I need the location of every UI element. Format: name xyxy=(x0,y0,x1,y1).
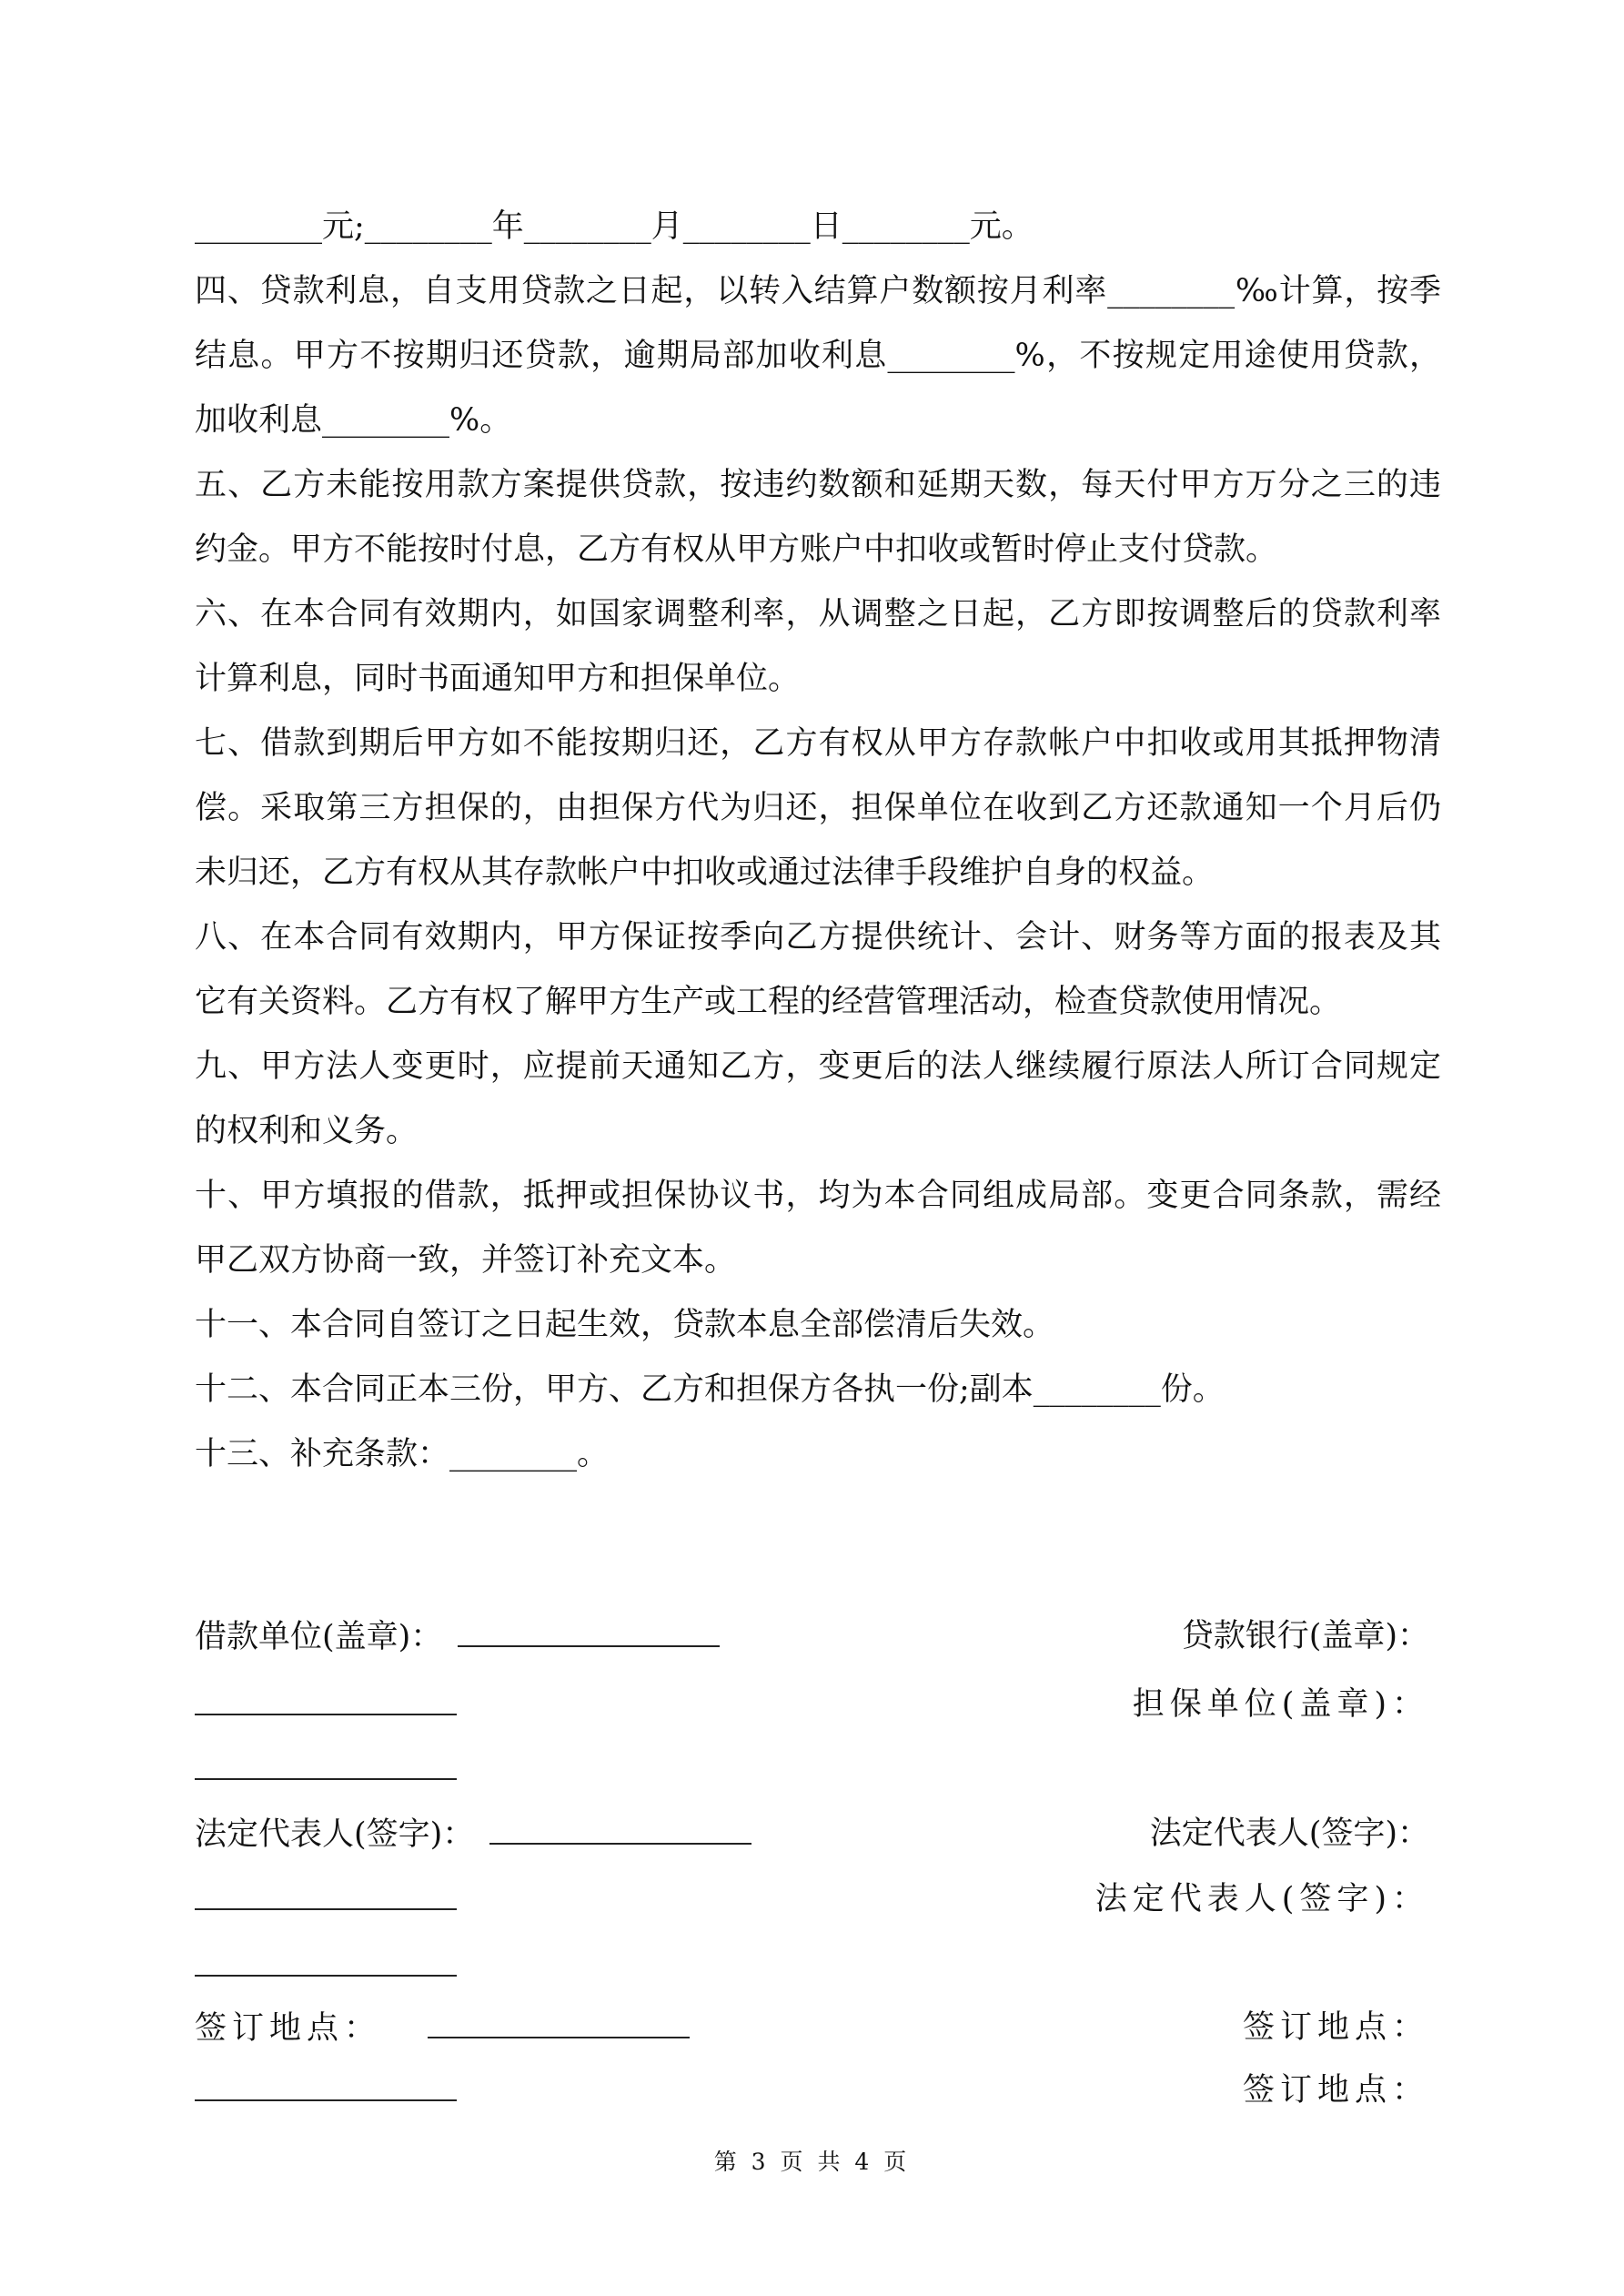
body-line: 计算利息，同时书面通知甲方和担保单位。 xyxy=(195,661,801,697)
body-line: 八、在本合同有效期内，甲方保证按季向乙方提供统计、会计、财务等方面的报表及其 xyxy=(195,919,1441,956)
legal-rep-label: 法定代表人(签字)： xyxy=(195,1816,475,1853)
page-number: 第 3 页 共 4 页 xyxy=(713,2149,911,2175)
body-line: 六、在本合同有效期内，如国家调整利率，从调整之日起，乙方即按调整后的贷款利率 xyxy=(195,596,1441,632)
body-line: 七、借款到期后甲方如不能按期归还，乙方有权从甲方存款帐户中扣收或用其抵押物清 xyxy=(195,725,1441,762)
blank-line[interactable] xyxy=(195,1686,457,1724)
body-line: 十二、本合同正本三份，甲方、乙方和担保方各执一份;副本________份。 xyxy=(195,1371,1225,1408)
legal-rep-signature-line xyxy=(195,1816,751,1853)
body-line: 十、甲方填报的借款，抵押或担保协议书，均为本合同组成局部。变更合同条款，需经 xyxy=(195,1178,1441,1214)
body-line: 五、乙方未能按用款方案提供贷款，按违约数额和延期天数，每天付甲方万分之三的违 xyxy=(195,467,1441,503)
place-blank[interactable] xyxy=(428,2009,690,2038)
body-line: 十一、本合同自签订之日起生效，贷款本息全部偿清后失效。 xyxy=(195,1307,1055,1343)
body-line: 加收利息________%。 xyxy=(195,402,512,439)
bank-label: 贷款银行(盖章)： xyxy=(1181,1618,1429,1654)
body-line: 它有关资料。乙方有权了解甲方生产或工程的经营管理活动，检查贷款使用情况。 xyxy=(195,984,1342,1020)
body-line: 的权利和义务。 xyxy=(195,1113,419,1149)
borrower-signature-line xyxy=(195,1618,720,1655)
blank-line[interactable] xyxy=(195,1947,457,1985)
body-line: 结息。甲方不按期归还贷款，逾期局部加收利息________%，不按规定用途使用贷款， xyxy=(195,338,1441,374)
blank-line[interactable] xyxy=(195,1881,457,1918)
legal-rep-blank[interactable] xyxy=(489,1816,751,1845)
body-line: ________元;________年________月________日________元。 xyxy=(195,208,1034,245)
body-line: 约金。甲方不能按时付息，乙方有权从甲方账户中扣收或暂时停止支付贷款。 xyxy=(195,531,1278,568)
borrower-blank[interactable] xyxy=(458,1618,720,1647)
guarantor-label: 担保单位(盖章)： xyxy=(1132,1686,1429,1723)
place-right-label-2: 签订地点： xyxy=(1242,2072,1429,2109)
place-right-label: 签订地点： xyxy=(1242,2009,1429,2046)
body-line: 甲乙双方协商一致，并签订补充文本。 xyxy=(195,1242,737,1279)
body-line: 四、贷款利息，自支用贷款之日起，以转入结算户数额按月利率________‰计算，按季 xyxy=(195,273,1441,309)
legal-rep-right-label: 法定代表人(签字)： xyxy=(1149,1816,1429,1852)
blank-line[interactable] xyxy=(195,2072,457,2109)
borrower-label: 借款单位(盖章)： xyxy=(195,1619,443,1655)
place-label: 签订地点： xyxy=(195,2010,382,2047)
body-line: 九、甲方法人变更时，应提前天通知乙方，变更后的法人继续履行原法人所订合同规定 xyxy=(195,1048,1441,1085)
body-line: 未归还，乙方有权从其存款帐户中扣收或通过法律手段维护自身的权益。 xyxy=(195,855,1215,891)
place-signature-line xyxy=(195,2009,690,2047)
body-line: 偿。采取第三方担保的，由担保方代为归还，担保单位在收到乙方还款通知一个月后仍 xyxy=(195,790,1441,826)
legal-rep-right-label-2: 法定代表人(签字)： xyxy=(1094,1881,1429,1917)
blank-line[interactable] xyxy=(195,1751,457,1788)
contract-body xyxy=(195,195,1441,1487)
body-line: 十三、补充条款：________。 xyxy=(195,1436,610,1472)
